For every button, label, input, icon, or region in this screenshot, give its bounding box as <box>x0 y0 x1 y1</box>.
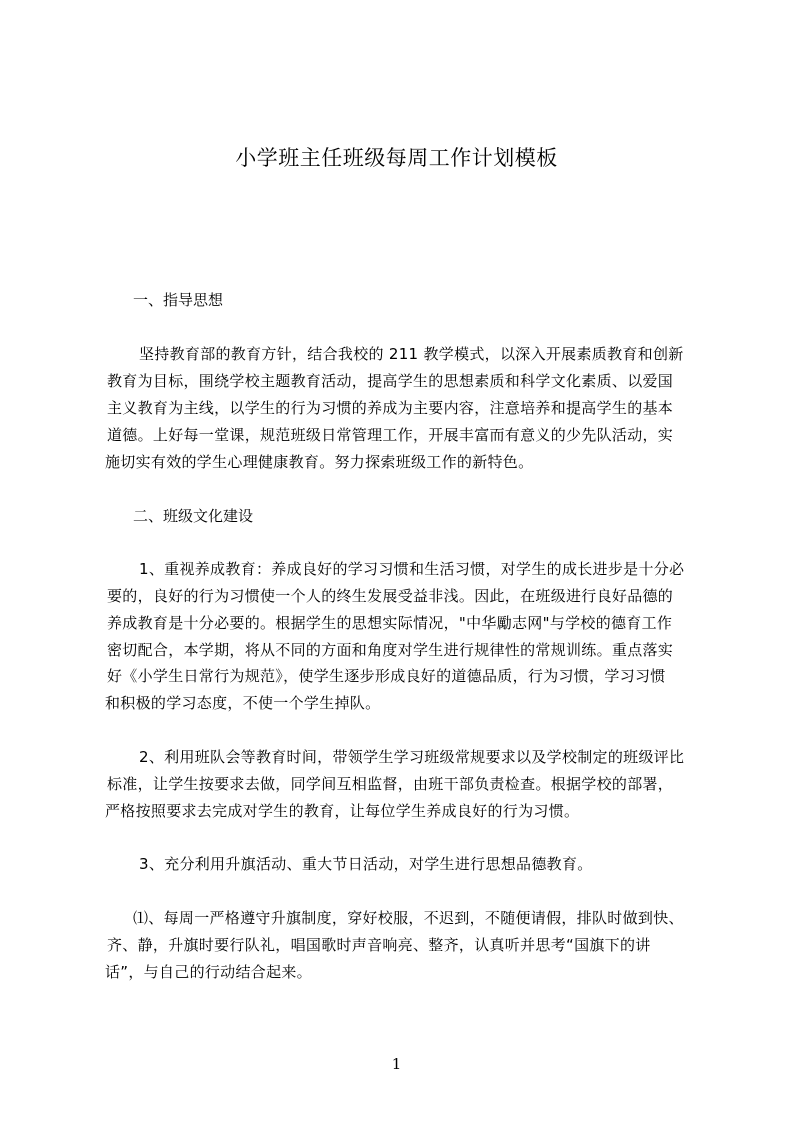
paragraph-line: 施切实有效的学生心理健康教育。努力探索班级工作的新特色。 <box>105 453 534 471</box>
paragraph-line: 密切配合，本学期，将从不同的方面和角度对学生进行规律性的常规训练。重点落实 <box>107 641 674 659</box>
paragraph-line: 要的，良好的行为习惯使一个人的终生发展受益非浅。因此，在班级进行良好品德的 <box>107 587 674 605</box>
paragraph-line: 教育为目标，围绕学校主题教育活动，提高学生的思想素质和科学文化素质、以爱国 <box>107 372 674 390</box>
paragraph-line: 2、利用班队会等教育时间，带领学生学习班级常规要求以及学校制定的班级评比 <box>139 748 685 766</box>
paragraph-line: ⑴、每周一严格遵守升旗制度，穿好校服，不迟到，不随便请假，排队时做到快、 <box>133 909 684 927</box>
page-number: 1 <box>391 1055 402 1073</box>
paragraph-line: 主义教育为主线，以学生的行为习惯的养成为主要内容，注意培养和提高学生的基本 <box>107 399 674 417</box>
paragraph-line: 标准，让学生按要求去做，同学间互相监督，由班干部负责检查。根据学校的部署， <box>107 775 674 793</box>
paragraph-line: 坚持教育部的教育方针，结合我校的 211 教学模式，以深入开展素质教育和创新 <box>139 345 684 363</box>
paragraph-line: 好《小学生日常行为规范》，使学生逐步形成良好的道德品质，行为习惯，学习习惯 <box>107 667 666 685</box>
paragraph-line: 和积极的学习态度，不使一个学生掉队。 <box>105 694 381 712</box>
paragraph-line: 道德。上好每一堂课，规范班级日常管理工作，开展丰富而有意义的少先队活动，实 <box>107 426 674 444</box>
paragraph-line: 严格按照要求去完成对学生的教育，让每位学生养成良好的行为习惯。 <box>105 802 580 820</box>
paragraph-line: 养成教育是十分必要的。根据学生的思想实际情况，"中华勵志网"与学校的德育工作 <box>107 614 673 632</box>
document-title: 小学班主任班级每周工作计划模板 <box>235 146 558 170</box>
section-heading-guiding-ideology: 一、指导思想 <box>133 291 224 309</box>
paragraph-line: 齐、静，升旗时要行队礼，唱国歌时声音响亮、整齐，认真听并思考“国旗下的讲 <box>107 936 651 954</box>
paragraph-line: 3、充分利用升旗活动、重大节日活动，对学生进行思想品德教育。 <box>139 855 593 873</box>
section-heading-class-culture: 二、班级文化建设 <box>133 507 254 525</box>
paragraph-line: 1、重视养成教育：养成良好的学习习惯和生活习惯，对学生的成长进步是十分必 <box>139 560 685 578</box>
paragraph-line: 话”，与自己的行动结合起来。 <box>105 963 312 981</box>
